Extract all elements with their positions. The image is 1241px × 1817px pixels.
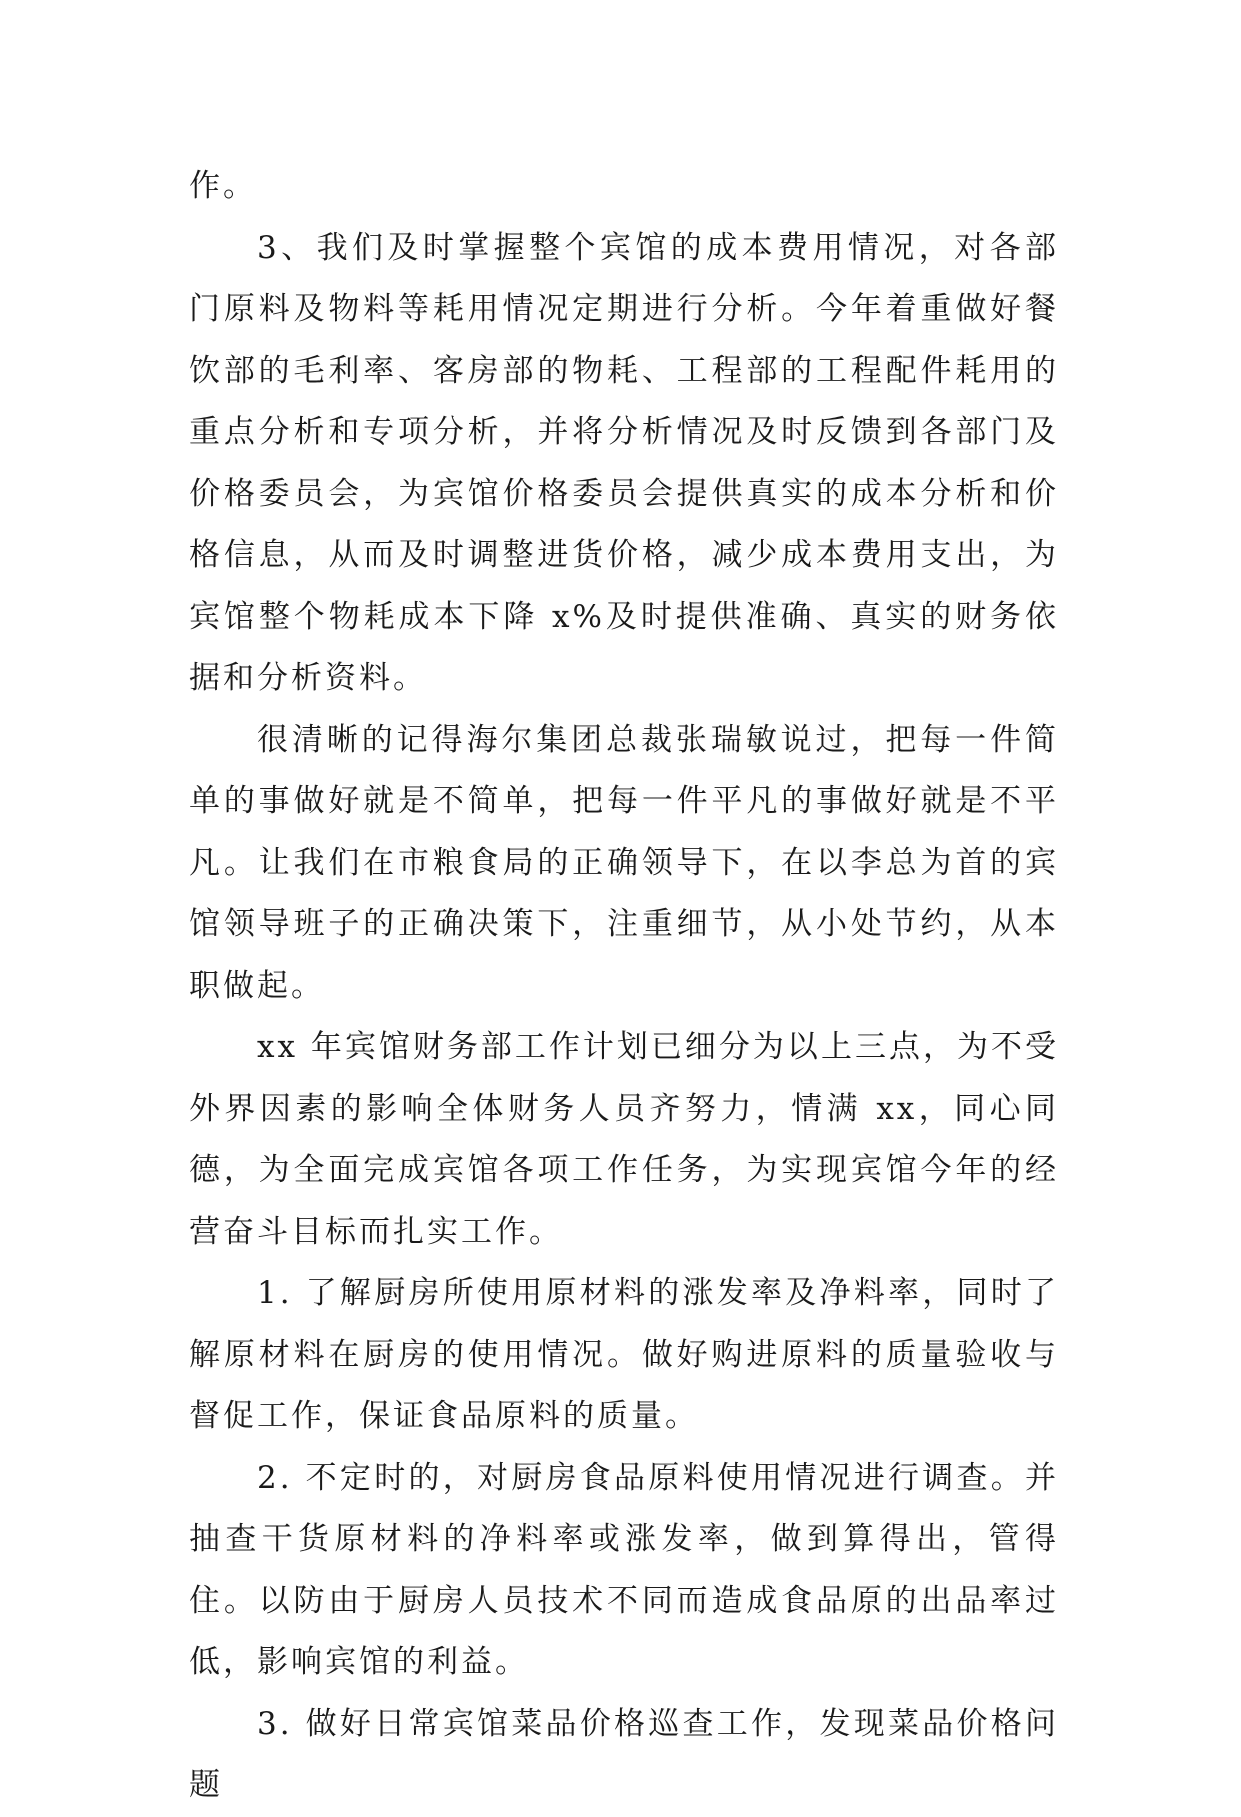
- paragraph-cost-analysis: 3、我们及时掌握整个宾馆的成本费用情况，对各部门原料及物料等耗用情况定期进行分析。今年着重做好餐饮部的毛利率、客房部的物耗、工程部的工程配件耗用的重点分析和专项分析，并将分析情况及时反馈到各部门及价格委员会，为宾馆价格委员会提供真实的成本分析和价格信息，从而及时调整进货价格，减少成本费用支出，为宾馆整个物耗成本下降 x%及时提供准确、真实的财务依据和分析资料。: [189, 229, 1059, 696]
- paragraph-item-1: 1. 了解厨房所使用原材料的涨发率及净料率，同时了解原材料在厨房的使用情况。做好购进原料的质量验收与督促工作，保证食品原料的质量。: [189, 1275, 1059, 1434]
- paragraph-summary: xx 年宾馆财务部工作计划已细分为以上三点，为不受外界因素的影响全体财务人员齐努力，情满 xx，同心同德，为全面完成宾馆各项工作任务，为实现宾馆今年的经营奋斗目标而扎实工作。: [189, 1029, 1059, 1250]
- paragraph-item-3: 3. 做好日常宾馆菜品价格巡查工作，发现菜品价格问题: [189, 1705, 1059, 1803]
- paragraph-item-2: 2. 不定时的，对厨房食品原料使用情况进行调查。并抽查干货原材料的净料率或涨发率，做到算得出，管得住。以防由于厨房人员技术不同而造成食品原的出品率过低，影响宾馆的利益。: [189, 1459, 1059, 1680]
- document-body: [189, 156, 1059, 1817]
- paragraph-quote: 很清晰的记得海尔集团总裁张瑞敏说过，把每一件简单的事做好就是不简单，把每一件平凡的事做好就是不平凡。让我们在市粮食局的正确领导下，在以李总为首的宾馆领导班子的正确决策下，注重细节，从小处节约，从本职做起。: [189, 721, 1059, 1004]
- paragraph-continuation: 作。: [189, 168, 257, 204]
